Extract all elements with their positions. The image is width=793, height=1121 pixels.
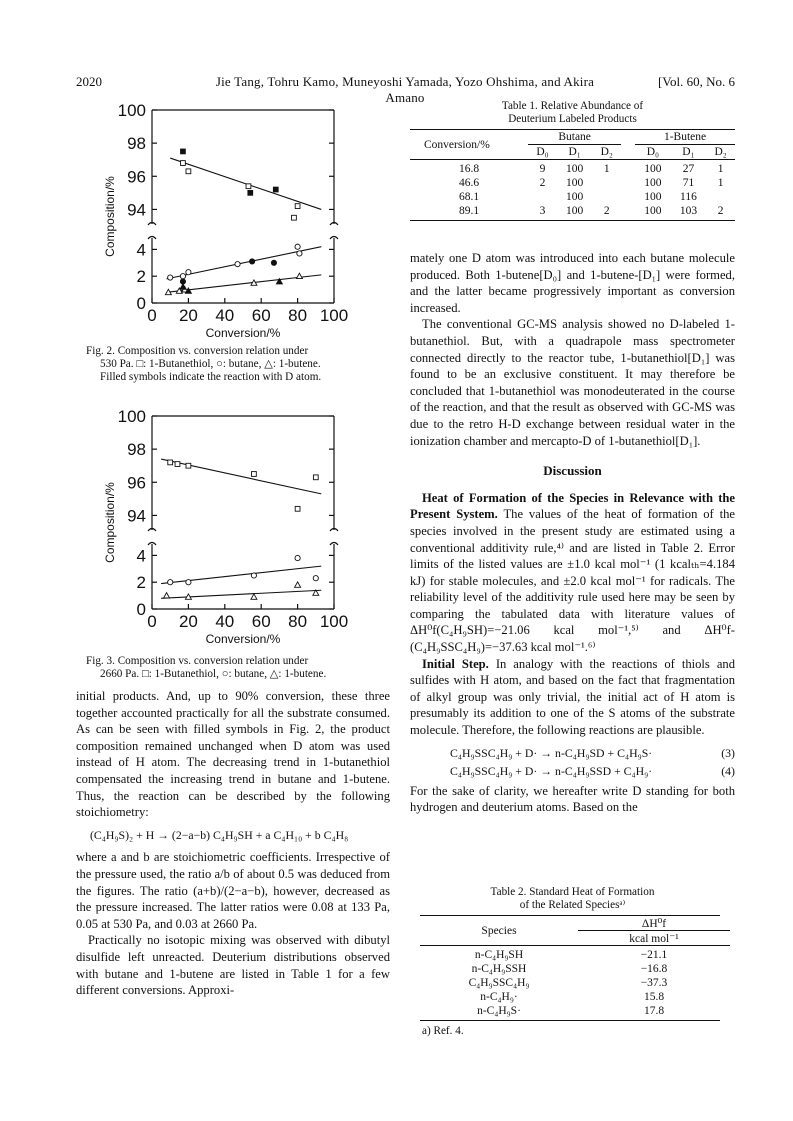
caption-line: 530 Pa. □: 1-Butanethiol, ○: butane, △: 1-butene. [100, 358, 321, 370]
cell: 116 [680, 191, 697, 203]
x-tick-label: 0 [147, 306, 157, 325]
caption-line: 2660 Pa. □: 1-Butanethiol, ○: butane, △: 1-butene. [100, 668, 327, 680]
col-header-dh: ΔH⁰f [578, 916, 730, 931]
sub-header: D₂ [714, 146, 727, 158]
cell: 1 [717, 177, 724, 189]
cell [528, 190, 557, 204]
cell: n-C₄H₉· [480, 991, 518, 1003]
paragraph: where a and b are stoichiometric coefficients. Irrespective of the pressure used, the ratio a/b of about 0.5 was deduced from the figures. The ratio (a+b)/(2−a−b), however, decreased as the pressure increased. The latter ratios were 0.08 at 133 Pa, 0.05 at 530 Pa, and 0.03 at 2660 Pa. [76, 850, 390, 931]
y-tick-label: 98 [127, 440, 146, 460]
cell: 100 [566, 205, 584, 217]
paragraph: initial products. And, up to 90% conversion, these three together accounted practically for all the substrate consumed. As can be seen with filled symbols in Fig. 2, the product composition remained unchanged when D atom was used instead of H atom. The decreasing trend in 1-butanethiol compensated the increasing trend in butane and 1-butene. Thus, the reaction can be described by the following stoichiometry: [76, 689, 390, 820]
cell: −21.1 [640, 949, 668, 961]
marker-square [181, 161, 186, 166]
marker-square [252, 472, 257, 477]
marker-circle [186, 580, 191, 585]
y-tick-label: 2 [136, 267, 146, 287]
left-column-text [76, 688, 390, 999]
y-tick-label: 0 [136, 294, 146, 313]
caption-line: Fig. 3. Composition vs. conversion relation under [86, 655, 309, 667]
sub-header: D₀ [646, 146, 660, 158]
figure-2-caption [86, 345, 396, 384]
y-tick-label: 4 [136, 240, 146, 260]
y-tick-label: 96 [127, 473, 146, 493]
col-group-butene: 1-Butene [635, 130, 735, 145]
equation-4 [450, 763, 735, 779]
table-row [410, 204, 735, 218]
cell: 100 [644, 191, 662, 203]
y-axis-label: Composition/% [103, 176, 117, 257]
equation-text: C₄H₉SSC₄H₉ + D· → n-C₄H₉SD + C₄H₉S· [450, 745, 653, 760]
y-axis-label: Composition/% [103, 482, 117, 563]
cell: n-C₄H₉S· [477, 1005, 521, 1017]
cell: n-C₄H₉SH [474, 949, 524, 961]
y-tick-label: 2 [136, 573, 146, 593]
cell: 9 [539, 163, 546, 175]
marker-square [246, 184, 251, 189]
table-row [420, 976, 730, 990]
marker-triangle [164, 593, 170, 598]
table-1-title [410, 100, 735, 126]
table-2 [410, 886, 735, 1038]
paragraph: Practically no isotopic mixing was observed with dibutyl disulfide left unreacted. Deuterium distributions observed with butane and 1-butene are listed in Table 1 for a few different conversions. Approxi- [76, 933, 390, 998]
y-tick-label: 100 [117, 407, 146, 426]
running-head-authors: Jie Tang, Tohru Kamo, Muneyoshi Yamada, Yozo Ohshima, and Akira Amano [215, 74, 595, 105]
x-tick-label: 0 [147, 612, 157, 631]
marker-square [295, 506, 300, 511]
y-tick-label: 94 [127, 200, 146, 220]
equation-number: (4) [721, 763, 735, 778]
x-tick-label: 100 [319, 306, 349, 325]
paragraph: mately one D atom was introduced into each butane molecule produced. Both 1-butene[D₀] and 1-butene-[D₁] were formed, and the latter became progressively important as conversion increased. [410, 251, 735, 315]
cell: 3 [539, 205, 546, 217]
cell: 46.6 [459, 177, 480, 189]
cell [592, 176, 621, 190]
col-header-species: Species [481, 924, 517, 937]
figure-3-caption [86, 655, 396, 681]
caption-line: Fig. 2. Composition vs. conversion relation under [86, 345, 309, 357]
cell: 15.8 [643, 991, 665, 1003]
cell: 100 [566, 163, 584, 175]
table-title-line: Table 1. Relative Abundance of [501, 100, 644, 112]
table-title-line: Table 2. Standard Heat of Formation [490, 886, 655, 898]
y-tick-label: 96 [127, 167, 146, 187]
stoichiometry-equation: (C₄H₉S)₂ + H → (2−a−b) C₄H₉SH + a C₄H₁₀ + b C₄H₈ [90, 827, 349, 842]
cell: 17.8 [643, 1005, 665, 1017]
x-tick-label: 40 [215, 612, 235, 631]
equation-number: (3) [721, 745, 735, 760]
cell: 100 [644, 163, 662, 175]
cell [592, 190, 621, 204]
paragraph-body: In analogy with the reactions of thiols and sulfides with H atom, and based on the fact that fragmentation of alkyl group was only trivial, the initial act of H atom is presumably its addition to one of the S atoms of the substrate molecule. Therefore, the following reactions are plausible. [410, 656, 736, 738]
table-row [420, 990, 730, 1004]
sub-header: D₂ [600, 146, 613, 158]
table-title-line: of the Related Speciesᵃ⁾ [519, 899, 626, 911]
sub-header: D₀ [536, 146, 549, 158]
cell: 100 [566, 191, 584, 203]
cell: 1 [603, 163, 610, 175]
table-row [420, 948, 730, 962]
marker-square [313, 475, 318, 480]
cell: 89.1 [459, 205, 480, 217]
marker-circle [168, 275, 173, 280]
page-number: 2020 [76, 74, 102, 89]
paragraph [410, 656, 735, 739]
col-group-butane: Butane [528, 130, 621, 145]
marker-circle [251, 573, 256, 578]
cell: 71 [682, 177, 695, 189]
x-axis-label: Conversion/% [205, 326, 281, 340]
equation-3 [450, 745, 735, 761]
marker-circle [271, 260, 276, 265]
cell: −16.8 [640, 963, 668, 975]
y-tick-label: 100 [117, 101, 146, 120]
cell: 68.1 [459, 191, 480, 203]
marker-square [168, 460, 173, 465]
figure-2-chart [80, 98, 380, 348]
paragraph: For the sake of clarity, we hereafter write D standing for both hydrogen and deuterium atoms. Based on the [410, 783, 735, 815]
figure-3-chart [80, 404, 380, 654]
caption-line: Filled symbols indicate the reaction with D atom. [100, 371, 322, 383]
marker-circle [313, 576, 318, 581]
table-row [410, 162, 735, 176]
marker-circle [186, 270, 191, 275]
trend-line [161, 459, 321, 494]
x-axis-label: Conversion/% [205, 632, 281, 646]
marker-square [186, 169, 191, 174]
table-row [420, 962, 730, 976]
y-tick-label: 98 [127, 134, 146, 154]
section-heading-discussion: Discussion [543, 463, 602, 479]
running-head-volume: [Vol. 60, No. 6 [657, 74, 735, 89]
equation-text: C₄H₉SSC₄H₉ + D· → n-C₄H₉SSD + C₄H₉· [450, 763, 653, 778]
marker-square [186, 463, 191, 468]
table-row [410, 176, 735, 190]
paragraph-heading: Heat of Formation of the Species in Relevance with the Present System. [410, 490, 735, 522]
marker-circle [295, 555, 300, 560]
marker-circle [235, 262, 240, 267]
cell: 2 [539, 177, 546, 189]
marker-triangle [296, 273, 302, 278]
table-title-line: Deuterium Labeled Products [508, 113, 637, 125]
cell: 16.8 [459, 163, 480, 175]
trend-line [161, 566, 321, 583]
cell [706, 190, 735, 204]
marker-square [292, 215, 297, 220]
x-tick-label: 40 [215, 306, 235, 325]
marker-square [295, 204, 300, 209]
cell: n-C₄H₉SSH [471, 963, 527, 975]
x-tick-label: 80 [288, 306, 308, 325]
marker-triangle [295, 582, 301, 587]
col-header-unit: kcal mol⁻¹ [629, 933, 679, 945]
cell: 27 [682, 163, 695, 175]
x-tick-label: 20 [178, 306, 198, 325]
cell: 100 [644, 205, 662, 217]
x-tick-label: 60 [251, 306, 271, 325]
table-row [420, 1004, 730, 1018]
cell: −37.3 [640, 977, 668, 989]
y-tick-label: 0 [136, 600, 146, 619]
marker-triangle [251, 594, 257, 599]
paragraph: The conventional GC-MS analysis showed no D-labeled 1-butanethiol. But, with a quadrapole mass spectrometer connected directly to the reactor tube, 1-butanethiol[D₁] was found to be an exclusive constituent. It may therefore be concluded that 1-butanethiol was monodeuterated in the course of the reaction, and that the result as observed with GC-MS was due to the retro H-D exchange between residual water in the ionization chamber and mercapto-D of 1-butanethiol[D₁]. [410, 317, 735, 448]
x-tick-label: 20 [178, 612, 198, 631]
y-tick-label: 94 [127, 506, 146, 526]
x-tick-label: 60 [251, 612, 271, 631]
x-tick-label: 100 [319, 612, 349, 631]
table-1 [410, 100, 735, 221]
sub-header: D₁ [682, 146, 695, 158]
marker-circle [180, 274, 185, 279]
marker-square [248, 190, 253, 195]
table-row [410, 190, 735, 204]
cell: 103 [679, 205, 698, 217]
marker-square [273, 187, 278, 192]
cell: 100 [644, 177, 662, 189]
right-column-text [410, 250, 735, 816]
cell: 2 [717, 205, 724, 217]
marker-circle [250, 259, 255, 264]
paragraph-heading: Initial Step. [422, 656, 489, 671]
paragraph [410, 490, 735, 656]
cell: 100 [566, 177, 584, 189]
y-tick-label: 4 [136, 546, 146, 566]
trend-line [161, 590, 321, 598]
table-2-footnote: a) Ref. 4. [422, 1025, 464, 1037]
col-header-conversion: Conversion/% [424, 138, 490, 151]
marker-circle [168, 580, 173, 585]
sub-header: D₁ [568, 146, 581, 158]
cell: C₄H₉SSC₄H₉ [468, 977, 530, 989]
cell: 2 [603, 205, 610, 217]
marker-square [181, 149, 186, 154]
marker-circle [297, 251, 302, 256]
paragraph-body: The values of the heat of formation of the species involved in the present study are estimated using a conventional additivity rule,⁴⁾ and are listed in Table 2. Error limits of the listed values are ±1.0 kcal mol⁻¹ (1 kcalₜₕ=4.184 kJ) for stable molecules, and ±2.0 kcal mol⁻¹ for radicals. The reliability level of the additivity rule used here may be seen by comparing the tabulated data with literature values of ΔH⁰f(C₄H₉SH)=−21.06 kcal mol⁻¹,⁵⁾ and ΔH⁰f-(C₄H₉SSC₄H₉)=−37.63 kcal mol⁻¹.⁶⁾ [410, 507, 736, 655]
x-tick-label: 80 [288, 612, 308, 631]
table-2-title [410, 886, 735, 912]
cell: 1 [717, 163, 724, 175]
marker-circle [295, 244, 300, 249]
marker-square [175, 462, 180, 467]
